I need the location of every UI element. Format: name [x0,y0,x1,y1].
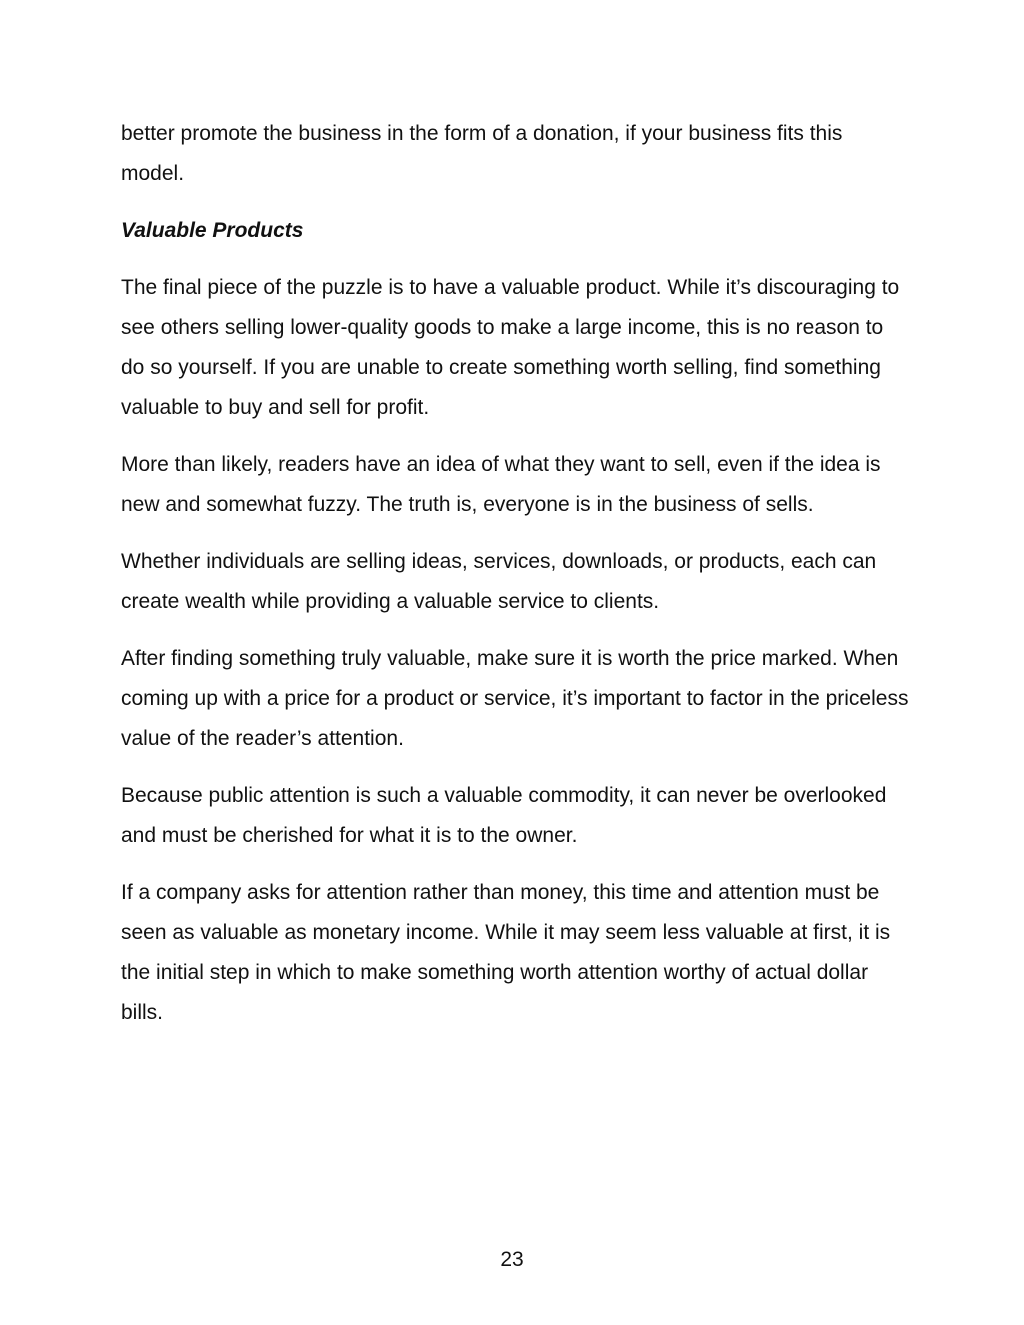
section-heading: Valuable Products [121,219,304,242]
paragraph-readers-idea: More than likely, readers have an idea of what they want to sell, even if the idea is new and somewhat fuzzy. The truth is, everyone is in the business of sells. [121,453,881,516]
page-content [121,114,911,1050]
paragraph-valuable-product: The final piece of the puzzle is to have a valuable product. While it’s discouraging to see others selling lower-quality goods to make a large income, this is no reason to do so yourself. If you are unable to create something worth selling, find something valuable to buy and sell for profit. [121,276,900,419]
paragraph-attention-money: If a company asks for attention rather than money, this time and attention must be seen as valuable as monetary income. While it may seem less valuable at first, it is the initial step in which to make something worth attention worthy of actual dollar bills. [121,881,891,1024]
opening-paragraph: better promote the business in the form of a donation, if your business fits this model. [121,122,843,185]
paragraph-worth-price: After finding something truly valuable, make sure it is worth the price marked. When coming up with a price for a product or service, it’s important to factor in the priceless value of the reader’s attention. [121,647,909,750]
page-number: 23 [500,1248,524,1271]
paragraph-selling-ideas: Whether individuals are selling ideas, services, downloads, or products, each can create wealth while providing a valuable service to clients. [121,550,877,613]
paragraph-public-attention: Because public attention is such a valuable commodity, it can never be overlooked and must be cherished for what it is to the owner. [121,784,887,847]
